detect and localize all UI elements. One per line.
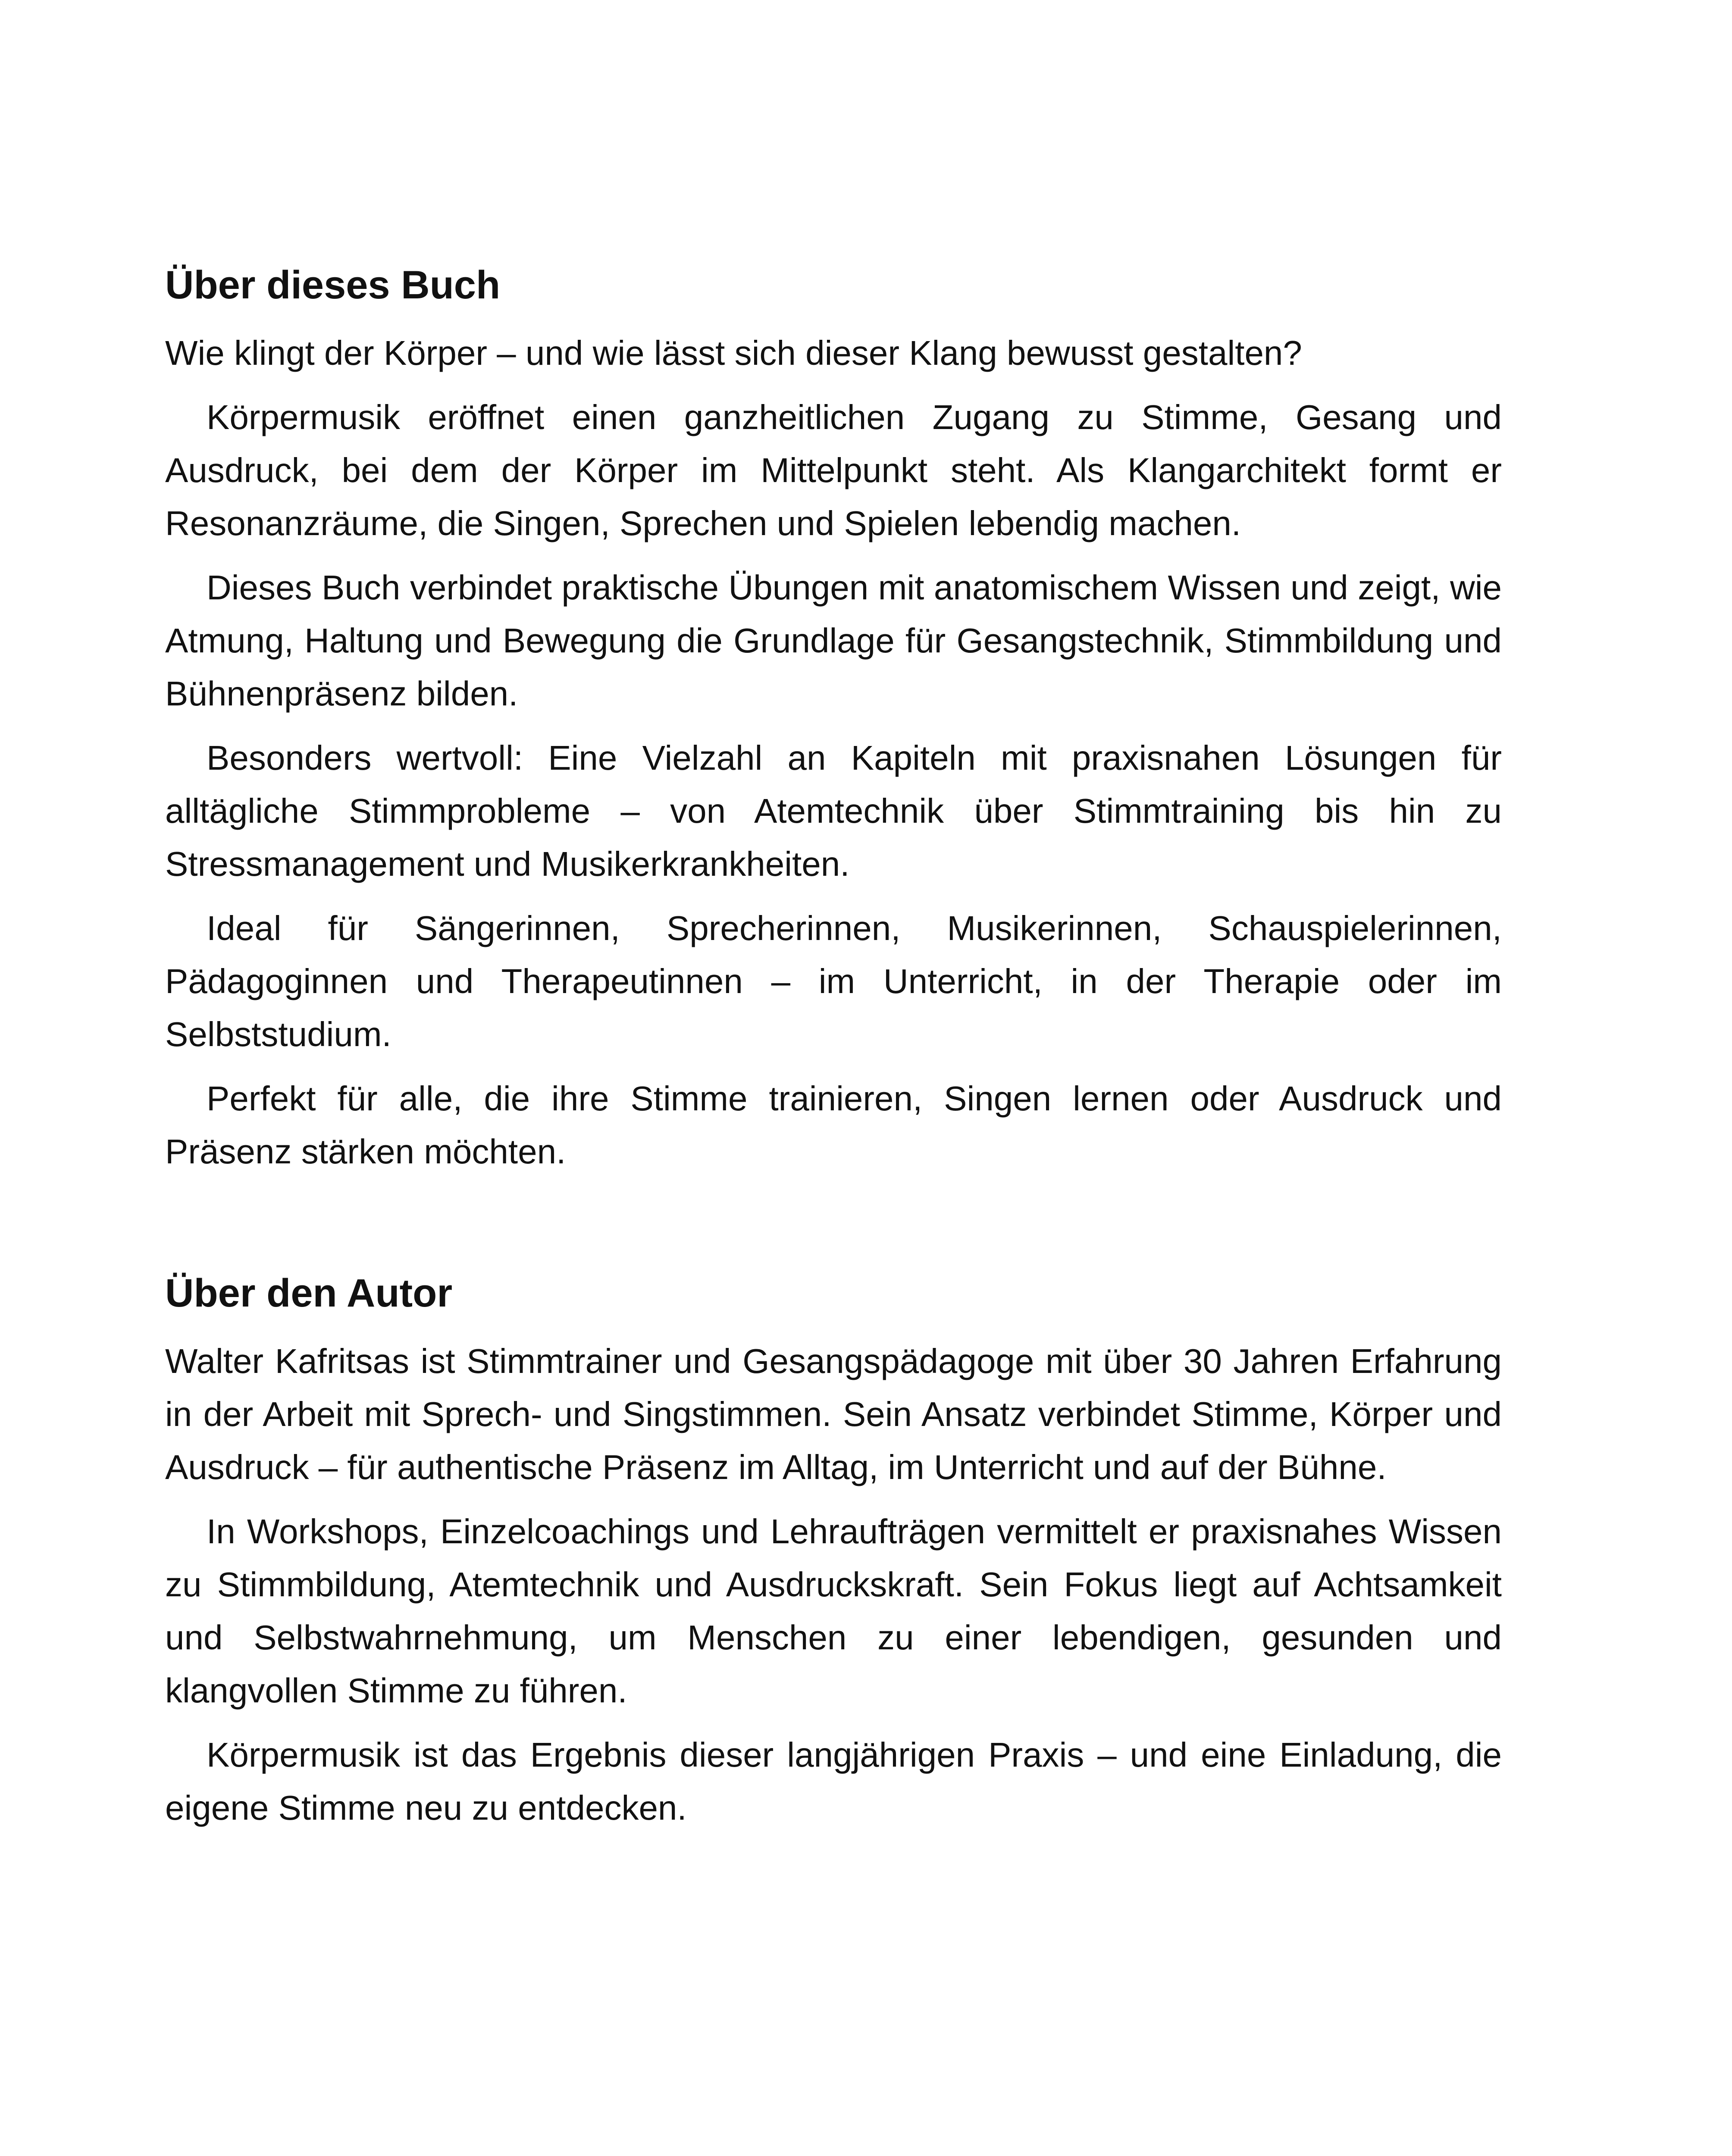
about-author-intro: Walter Kafritsas ist Stimmtrainer und Gesangspädagoge mit über 30 Jahren Erfahrung in der Arbeit mit Sprech- und Singstimmen. Sein Ansatz verbindet Stimme, Körper und Ausdruck – für authentische Präsenz im Alltag, im Unterricht und auf der Bühne. [165,1342,1502,1486]
about-book-intro: Wie klingt der Körper – und wie lässt sich dieser Klang bewusst gestalten? [165,334,1302,372]
about-author-section [165,1267,1502,1834]
about-author-paragraph: Körpermusik ist das Ergebnis dieser langjährigen Praxis – und eine Einladung, die eigene Stimme neu zu entdecken. [165,1736,1502,1827]
about-book-paragraph: Besonders wertvoll: Eine Vielzahl an Kapiteln mit praxisnahen Lösungen für alltägliche Stimmprobleme – von Atemtechnik über Stimmtraining bis hin zu Stressmanagement und Musikerkrankheiten. [165,739,1502,883]
about-book-heading: Über dieses Buch [165,263,501,307]
about-book-paragraph: Dieses Buch verbindet praktische Übungen mit anatomischem Wissen und zeigt, wie Atmung, Haltung und Bewegung die Grundlage für Gesangstechnik, Stimmbildung und Bühnenpräsenz bilden. [165,568,1502,713]
about-author-paragraph: In Workshops, Einzelcoachings und Lehraufträgen vermittelt er praxisnahes Wissen zu Stimmbildung, Atemtechnik und Ausdruckskraft. Sein Fokus liegt auf Achtsamkeit und Selbstwahrnehmung, um Menschen zu einer lebendigen, gesunden und klangvollen Stimme zu führen. [165,1512,1502,1710]
about-book-paragraph: Körpermusik eröffnet einen ganzheitlichen Zugang zu Stimme, Gesang und Ausdruck, bei dem der Körper im Mittelpunkt steht. Als Klangarchitekt formt er Resonanzräume, die Singen, Sprechen und Spielen lebendig machen. [165,398,1502,542]
about-book-paragraph: Ideal für Sängerinnen, Sprecherinnen, Musikerinnen, Schauspielerinnen, Pädagoginnen und Therapeutinnen – im Unterricht, in der Therapie oder im Selbststudium. [165,909,1502,1053]
back-cover-text [165,259,1502,1846]
about-book-section [165,259,1502,1178]
section-spacer [165,1189,1502,1267]
about-author-heading: Über den Autor [165,1271,453,1315]
about-book-paragraph: Perfekt für alle, die ihre Stimme trainieren, Singen lernen oder Ausdruck und Präsenz stärken möchten. [165,1079,1502,1171]
